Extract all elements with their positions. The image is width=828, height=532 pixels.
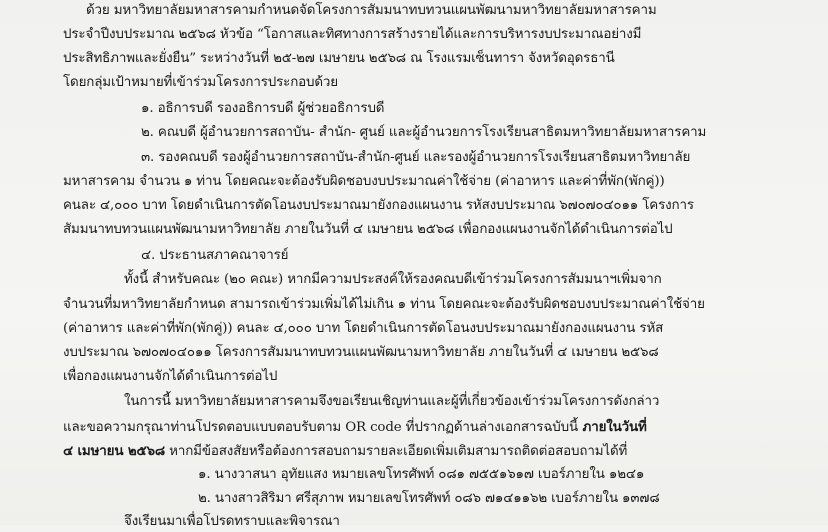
- paragraph-1-line-3: ประสิทธิภาพและยั่งยืน” ระหว่างวันที่ ๒๕-๒๗ เมษายน ๒๕๖๘ ณ โรงแรมเซ็นทารา จังหวัดอุดรธานี: [63, 51, 615, 66]
- list-item-3-line-2: มหาสารคาม จำนวน ๑ ท่าน โดยคณะจะต้องรับผิดชอบงบประมาณค่าใช้จ่าย (ค่าอาหาร และค่าที่พัก(พักคู่)): [63, 174, 665, 189]
- contact-item-2: ๒. นางสาวสิริมา ศรีสุภาพ หมายเลขโทรศัพท์ ๐๘๖ ๗๑๔๑๑๖๒ เบอร์ภายใน ๑๓๗๘: [198, 491, 660, 506]
- paragraph-2-line-4: งบประมาณ ๖๗๐๗๐๔๐๑๑ โครงการสัมมนาทบทวนแผนพัฒนามหาวิทยาลัย ภายในวันที่ ๔ เมษายน ๒๕๖๘: [63, 345, 659, 360]
- paragraph-2-line-3: (ค่าอาหาร และค่าที่พัก(พักคู่)) คนละ ๔,๐๐๐ บาท โดยดำเนินการตัดโอนงบประมาณมายังกองแผนงาน รหัส: [63, 321, 664, 336]
- list-item-3: ๓. รองคณบดี รองผู้อำนวยการสถาบัน-สำนัก-ศูนย์ และรองผู้อำนวยการโรงเรียนสาธิตมหาวิทยาลัย: [141, 150, 691, 165]
- deadline-date: ๔ เมษายน ๒๕๖๘: [63, 443, 166, 459]
- closing-line: จึงเรียนมาเพื่อโปรดทราบและพิจารณา: [124, 514, 340, 529]
- paragraph-2-line-2: จำนวนที่มหาวิทยาลัยกำหนด สามารถเข้าร่วมเพิ่มได้ไม่เกิน ๑ ท่าน โดยคณะจะต้องรับผิดชอบงบประมาณค่าใช้จ่าย: [63, 297, 705, 312]
- paragraph-1-line-4: โดยกลุ่มเป้าหมายที่เข้าร่วมโครงการประกอบด้วย: [63, 75, 338, 90]
- list-item-3-line-4: สัมมนาทบทวนแผนพัฒนามหาวิทยาลัย ภายในวันที่ ๔ เมษายน ๒๕๖๘ เพื่อกองแผนงานจักได้ดำเนินการต่อไป: [63, 222, 673, 237]
- paragraph-1-line-1: ด้วย มหาวิทยาลัยมหาสารคามกำหนดจัดโครงการสัมมนาทบทวนแผนพัฒนามหาวิทยาลัยมหาสารคาม: [86, 3, 657, 18]
- paragraph-3-line-1: ในการนี้ มหาวิทยาลัยมหาสารคามจึงขอเรียนเชิญท่านและผู้ที่เกี่ยวข้องเข้าร่วมโครงการดังกล่าว: [124, 394, 660, 409]
- paragraph-3-line-3: [63, 441, 627, 462]
- paragraph-2-line-1: ทั้งนี้ สำหรับคณะ (๒๐ คณะ) หากมีความประสงค์ให้รองคณบดีเข้าร่วมโครงการสัมมนาฯเพิ่มจาก: [124, 272, 662, 287]
- paragraph-1-line-2: ประจำปีงบประมาณ ๒๕๖๘ หัวข้อ “โอกาสและทิศทางการสร้างรายได้และการบริหารงบประมาณอย่างมี: [63, 27, 642, 42]
- response-request-text: และขอความกรุณาท่านโปรดตอบแบบตอบรับตาม OR code ที่ปรากฏด้านล่างเอกสารฉบับนี้: [63, 420, 579, 435]
- list-item-1: ๑. อธิการบดี รองอธิการบดี ผู้ช่วยอธิการบดี: [141, 101, 385, 116]
- list-item-2: ๒. คณบดี ผู้อำนวยการสถาบัน- สำนัก- ศูนย์ และผู้อำนวยการโรงเรียนสาธิตมหาวิทยาลัยมหาสารคาม: [141, 125, 707, 140]
- paragraph-2-line-5: เพื่อกองแผนงานจักได้ดำเนินการต่อไป: [63, 369, 278, 384]
- deadline-label: ภายในวันที่: [578, 419, 647, 435]
- list-item-3-line-3: คนละ ๔,๐๐๐ บาท โดยดำเนินการตัดโอนงบประมาณมายังกองแผนงาน รหัสงบประมาณ ๖๗๐๗๐๔๐๑๑ โครงการ: [63, 198, 694, 213]
- contact-item-1: ๑. นางวาสนา อุทัยแสง หมายเลขโทรศัพท์ ๐๘๑ ๗๕๕๑๖๑๗ เบอร์ภายใน ๑๒๔๑: [198, 467, 645, 482]
- contact-intro-text: หากมีข้อสงสัยหรือต้องการสอบถามรายละเอียดเพิ่มเติมสามารถติดต่อสอบถามได้ที่: [165, 444, 628, 459]
- paragraph-3-line-2: [63, 417, 647, 438]
- list-item-4: ๔. ประธานสภาคณาจารย์: [141, 248, 289, 263]
